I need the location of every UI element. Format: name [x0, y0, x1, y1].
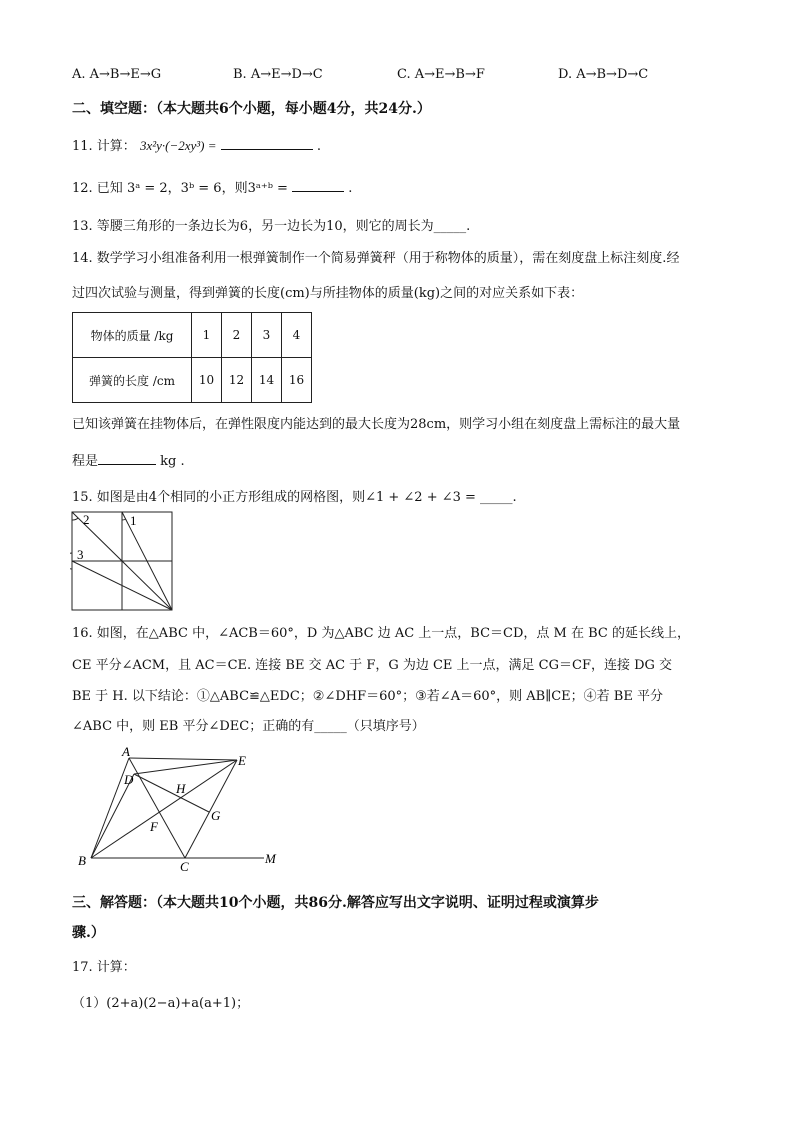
table-cell: 4 — [282, 313, 312, 358]
point-label-m: M — [265, 851, 276, 866]
angle-label-1: 1 — [130, 513, 137, 528]
q13: 13. 等腰三角形的一条边长为6，另一边长为10，则它的周长为_____. — [72, 219, 471, 234]
q11-expression: 3x²y·(−2xy³) = — [139, 138, 217, 153]
q16-line4: ∠ABC 中，则 EB 平分∠DEC；正确的有_____（只填序号） — [72, 719, 425, 734]
q16-line1: 16. 如图，在△ABC 中，∠ACB＝60°，D 为△ABC 边 AC 上一点，BC＝CD，点 M 在 BC 的延长线上， — [72, 626, 690, 641]
table-cell: 1 — [192, 313, 222, 358]
q12-prefix: 12. 已知 — [72, 181, 123, 196]
angle-arc-2 — [72, 518, 78, 520]
q12-suffix: . — [348, 181, 353, 196]
section3-title-line2: 骤.） — [72, 925, 105, 941]
segment-ac — [129, 758, 185, 858]
table-cell: 14 — [252, 358, 282, 403]
table-row — [73, 313, 312, 358]
q14-line2: 过四次试验与测量，得到弹簧的长度(cm)与所挂物体的质量(kg)之间的对应关系如下表： — [72, 286, 584, 301]
q14-line3: 已知该弹簧在挂物体后，在弹性限度内能达到的最大长度为28cm，则学习小组在刻度盘上需标注的最大量 — [72, 417, 681, 432]
q16-geometry-figure — [74, 742, 288, 872]
q11 — [72, 135, 321, 154]
q12-expression: 3ᵃ = 2，3ᵇ = 6，则3ᵃ⁺ᵇ = — [126, 181, 288, 196]
section3-title-line1: 三、解答题：（本大题共10个小题，共86分.解答应写出文字说明、证明过程或演算步 — [72, 895, 599, 911]
section2-title: 二、填空题：（本大题共6个小题，每小题4分，共24分.） — [72, 101, 431, 117]
point-label-g: G — [211, 808, 221, 823]
q17-title: 17. 计算： — [72, 960, 136, 975]
q14-line1: 14. 数学学习小组准备利用一根弹簧制作一个简易弹簧秤（用于称物体的质量），需在刻度盘上标注刻度.经 — [72, 251, 680, 266]
point-label-b: B — [78, 853, 86, 868]
segment-ae — [129, 758, 237, 760]
q11-suffix: . — [316, 139, 321, 154]
angle-label-2: 2 — [83, 512, 90, 527]
q11-prefix: 11. 计算： — [72, 139, 136, 154]
q16-line3: BE 于 H. 以下结论：①△ABC≌△EDC；②∠DHF＝60°；③若∠A＝60°，则 AB∥CE；④若 BE 平分 — [72, 689, 663, 704]
q14-answer-blank[interactable] — [98, 452, 156, 465]
angle-arc-1 — [122, 519, 126, 520]
point-label-e: E — [238, 753, 246, 768]
q14-line4-prefix: 程是 — [72, 454, 99, 469]
q15-text: 15. 如图是由4个相同的小正方形组成的网格图，则∠1 + ∠2 + ∠3 = _____. — [72, 490, 517, 505]
angle-label-3: 3 — [77, 547, 84, 562]
q10-option-c: C. A→E→B→F — [397, 67, 485, 82]
table-cell: 2 — [222, 313, 252, 358]
point-label-d: D — [124, 772, 134, 787]
point-label-f: F — [150, 819, 158, 834]
q17-part1: （1）(2+a)(2−a)+a(a+1)； — [72, 996, 250, 1011]
q12 — [72, 177, 352, 196]
point-label-h: H — [176, 781, 186, 796]
table-cell: 10 — [192, 358, 222, 403]
q14-line4 — [72, 450, 185, 469]
point-label-a: A — [122, 744, 130, 759]
table-row-label: 弹簧的长度 /cm — [73, 358, 192, 403]
table-cell: 16 — [282, 358, 312, 403]
table-cell: 12 — [222, 358, 252, 403]
segment-dg — [134, 774, 209, 812]
q10-option-a: A. A→B→E→G — [72, 67, 162, 82]
q14-line4-suffix: kg . — [160, 454, 185, 469]
q11-answer-blank[interactable] — [221, 137, 313, 150]
point-label-c: C — [180, 859, 189, 872]
table-row — [73, 358, 312, 403]
q10-option-b: B. A→E→D→C — [233, 67, 323, 82]
segment-de — [134, 760, 237, 774]
q14-table — [72, 312, 312, 403]
q12-answer-blank[interactable] — [292, 179, 344, 192]
q10-option-d: D. A→B→D→C — [558, 67, 649, 82]
q15-grid-figure — [70, 510, 176, 614]
table-row-label: 物体的质量 /kg — [73, 313, 192, 358]
table-cell: 3 — [252, 313, 282, 358]
q16-line2: CE 平分∠ACM，且 AC＝CE. 连接 BE 交 AC 于 F，G 为边 CE 上一点，满足 CG＝CF，连接 DG 交 — [72, 658, 673, 673]
